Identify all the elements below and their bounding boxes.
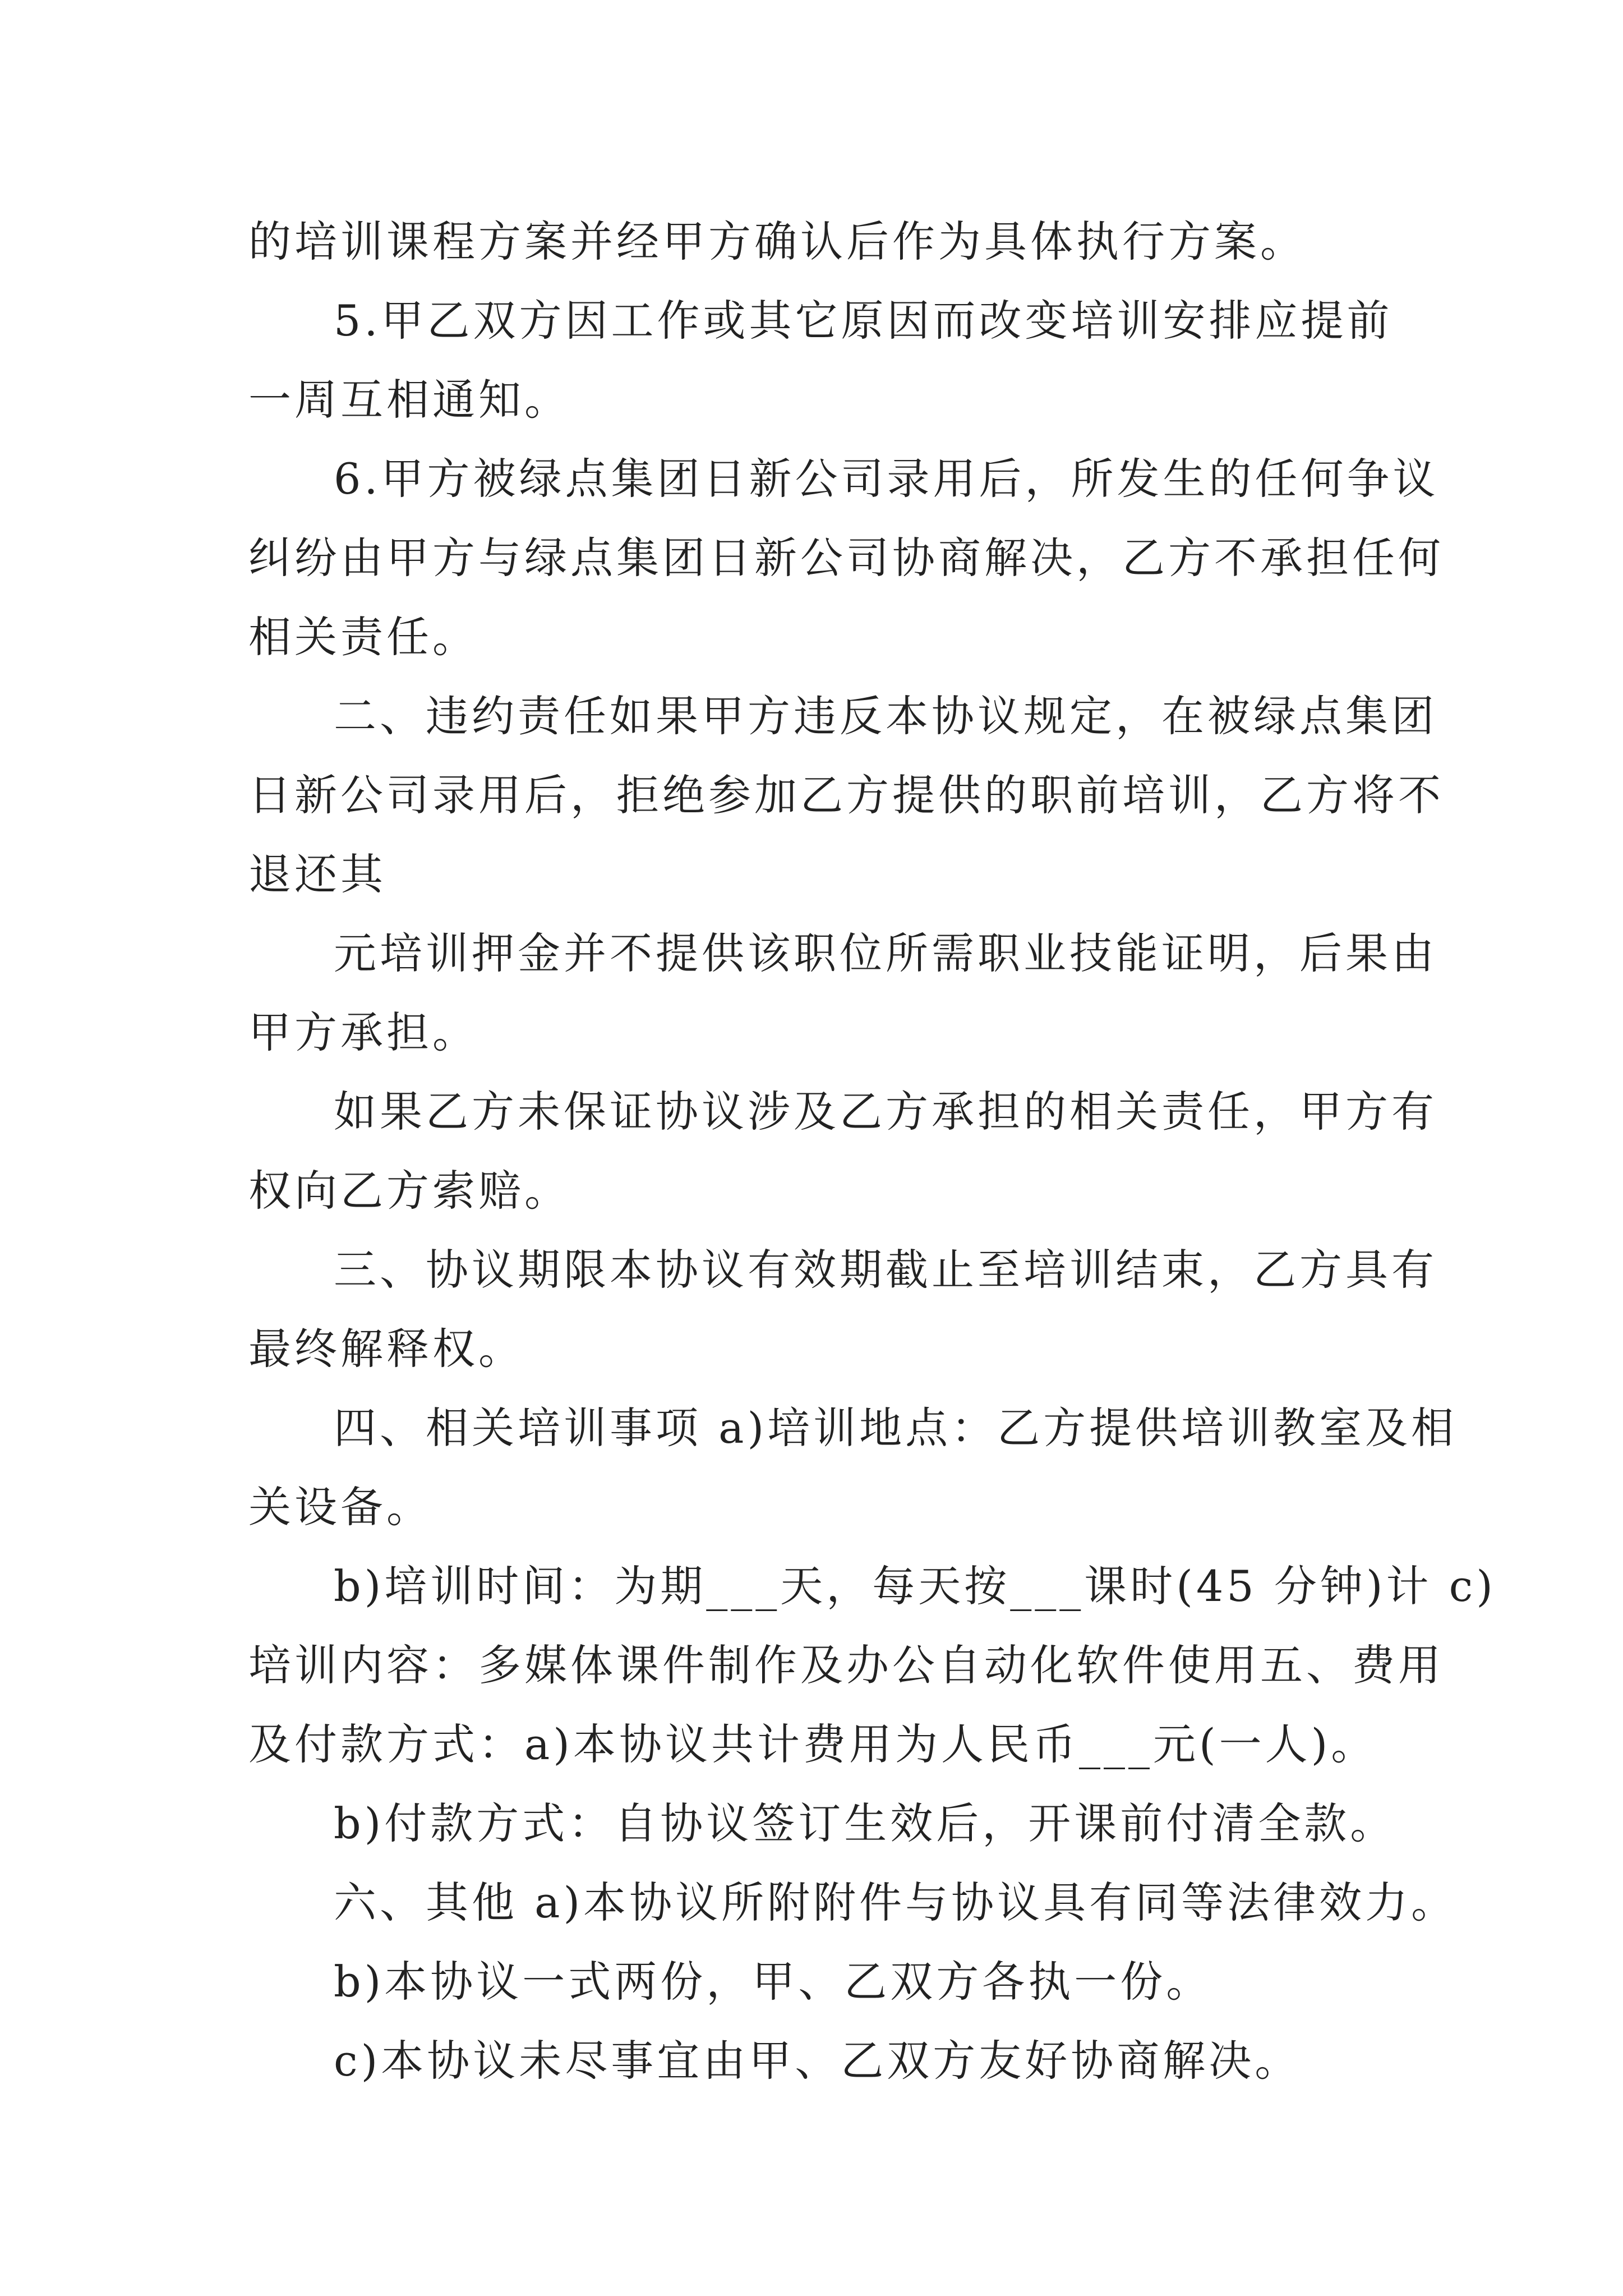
- text-line: 6.甲方被绿点集团日新公司录用后，所发生的任何争议: [334, 454, 1439, 504]
- text-line: c)本协议未尽事宜由甲、乙双方友好协商解决。: [334, 2036, 1301, 2086]
- text-line: 相关责任。: [248, 612, 478, 662]
- text-line: 三、协议期限本协议有效期截止至培训结束，乙方具有: [334, 1245, 1437, 1295]
- text-line: 四、相关培训事项 a)培训地点：乙方提供培训教室及相: [334, 1403, 1458, 1453]
- text-line: 关设备。: [248, 1482, 432, 1532]
- document-body: [248, 202, 1496, 2100]
- text-line: 甲方承担。: [248, 1007, 478, 1057]
- text-line: 最终解释权。: [248, 1324, 524, 1374]
- text-line: 纠纷由甲方与绿点集团日新公司协商解决，乙方不承担任何: [248, 533, 1444, 583]
- text-line: 权向乙方索赔。: [248, 1166, 570, 1216]
- text-line: 一周互相通知。: [248, 375, 570, 425]
- text-line: 元培训押金并不提供该职位所需职业技能证明，后果由: [334, 928, 1437, 978]
- text-line: b)本协议一式两份，甲、乙双方各执一份。: [334, 1957, 1212, 2007]
- text-line: 培训内容：多媒体课件制作及办公自动化软件使用五、费用: [248, 1640, 1444, 1690]
- text-line: 及付款方式：a)本协议共计费用为人民币___元(一人)。: [248, 1719, 1377, 1769]
- text-line: 退还其: [248, 849, 386, 899]
- text-line: 日新公司录用后，拒绝参加乙方提供的职前培训，乙方将不: [248, 770, 1444, 820]
- text-line: b)培训时间：为期___天，每天按___课时(45 分钟)计 c): [334, 1561, 1496, 1611]
- text-line: 六、其他 a)本协议所附附件与协议具有同等法律效力。: [334, 1878, 1458, 1927]
- text-line: 二、违约责任如果甲方违反本协议规定，在被绿点集团: [334, 691, 1437, 741]
- text-line: 的培训课程方案并经甲方确认后作为具体执行方案。: [248, 217, 1306, 266]
- text-line: b)付款方式：自协议签订生效后，开课前付清全款。: [334, 1798, 1396, 1848]
- text-line: 5.甲乙双方因工作或其它原因而改变培训安排应提前: [334, 296, 1393, 346]
- text-line: 如果乙方未保证协议涉及乙方承担的相关责任，甲方有: [334, 1087, 1437, 1137]
